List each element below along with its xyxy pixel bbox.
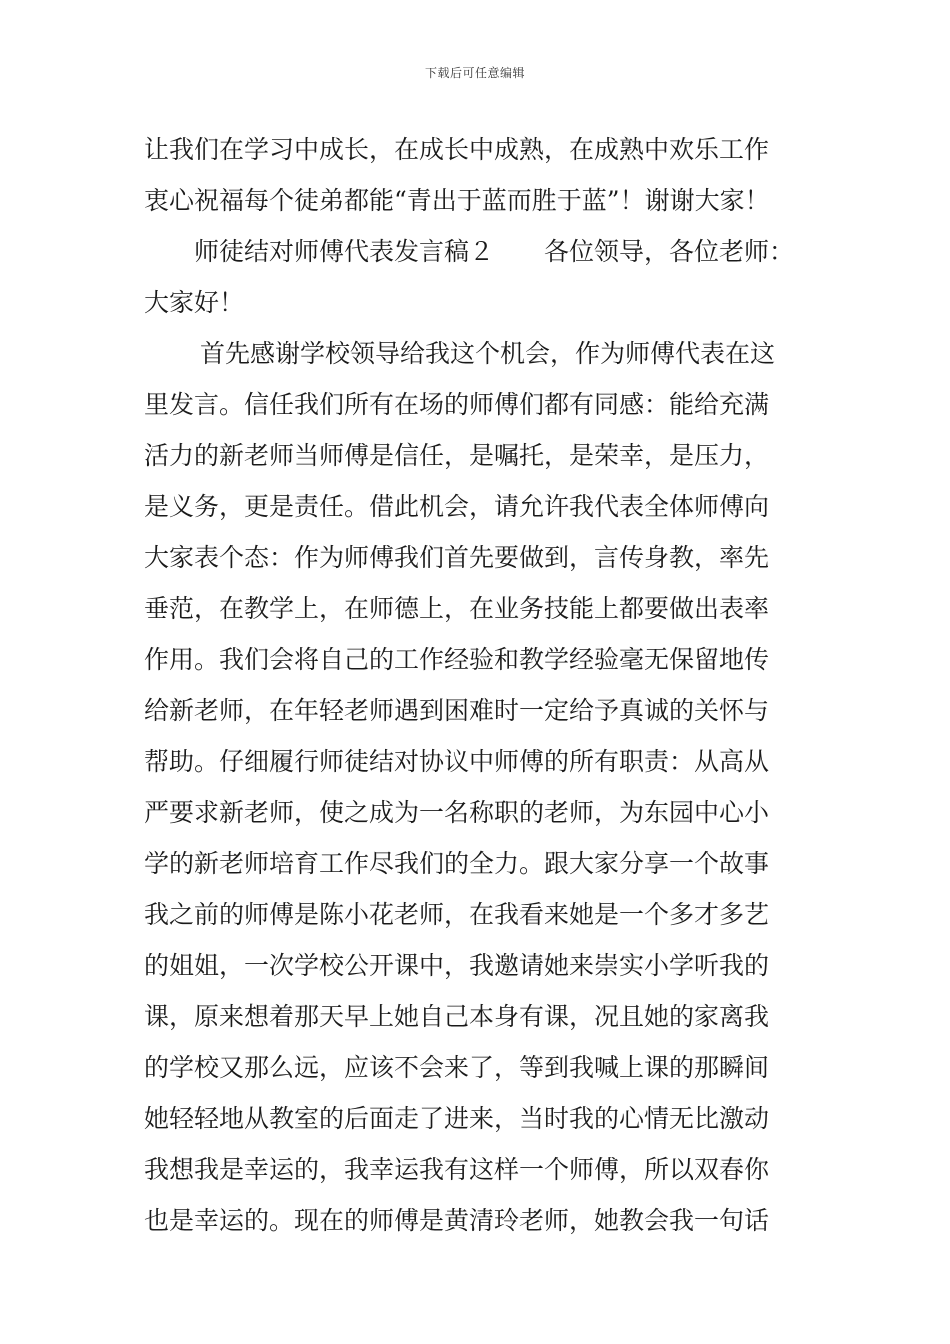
text-line: 活力的新老师当师傅是信任，是嘱托，是荣幸，是压力，	[144, 441, 770, 470]
text-line: 垂范，在教学上，在师德上，在业务技能上都要做出表率	[144, 594, 770, 623]
text-line: 我之前的师傅是陈小花老师，在我看来她是一个多才多艺	[144, 900, 770, 929]
body-text	[144, 124, 814, 1246]
text-line: 让我们在学习中成长，在成长中成熟，在成熟中欢乐工作	[144, 135, 770, 164]
text-line: 的姐姐，一次学校公开课中，我邀请她来崇实小学听我的	[144, 951, 770, 980]
text-line: 的学校又那么远，应该不会来了，等到我喊上课的那瞬间	[144, 1053, 770, 1082]
text-line: 严要求新老师，使之成为一名称职的老师，为东园中心小	[144, 798, 770, 827]
text-line: 衷心祝福每个徒弟都能“青出于蓝而胜于蓝”！谢谢大家！	[144, 186, 770, 215]
speech-title-line: 师徒结对师傅代表发言稿２ 各位领导，各位老师：	[194, 237, 795, 266]
text-line: 是义务，更是责任。借此机会，请允许我代表全体师傅向	[144, 492, 770, 521]
header-note: 下载后可任意编辑	[424, 66, 525, 80]
text-line: 课，原来想着那天早上她自己本身有课，况且她的家离我	[144, 1002, 770, 1031]
text-line: 她轻轻地从教室的后面走了进来，当时我的心情无比激动	[144, 1104, 770, 1133]
text-line: 学的新老师培育工作尽我们的全力。跟大家分享一个故事	[144, 849, 770, 878]
text-line: 大家表个态：作为师傅我们首先要做到，言传身教，率先	[144, 543, 770, 572]
text-line: 里发言。信任我们所有在场的师傅们都有同感：能给充满	[144, 390, 770, 419]
text-line: 也是幸运的。现在的师傅是黄清玲老师，她教会我一句话	[144, 1206, 770, 1235]
text-line: 帮助。仔细履行师徒结对协议中师傅的所有职责：从高从	[144, 747, 770, 776]
paragraph-start-line: 首先感谢学校领导给我这个机会，作为师傅代表在这	[200, 339, 776, 368]
text-line: 我想我是幸运的，我幸运我有这样一个师傅，所以双春你	[144, 1155, 770, 1184]
greeting-line: 大家好！	[144, 288, 245, 317]
text-line: 给新老师，在年轻老师遇到困难时一定给予真诚的关怀与	[144, 696, 770, 725]
text-line: 作用。我们会将自己的工作经验和教学经验毫无保留地传	[144, 645, 770, 674]
